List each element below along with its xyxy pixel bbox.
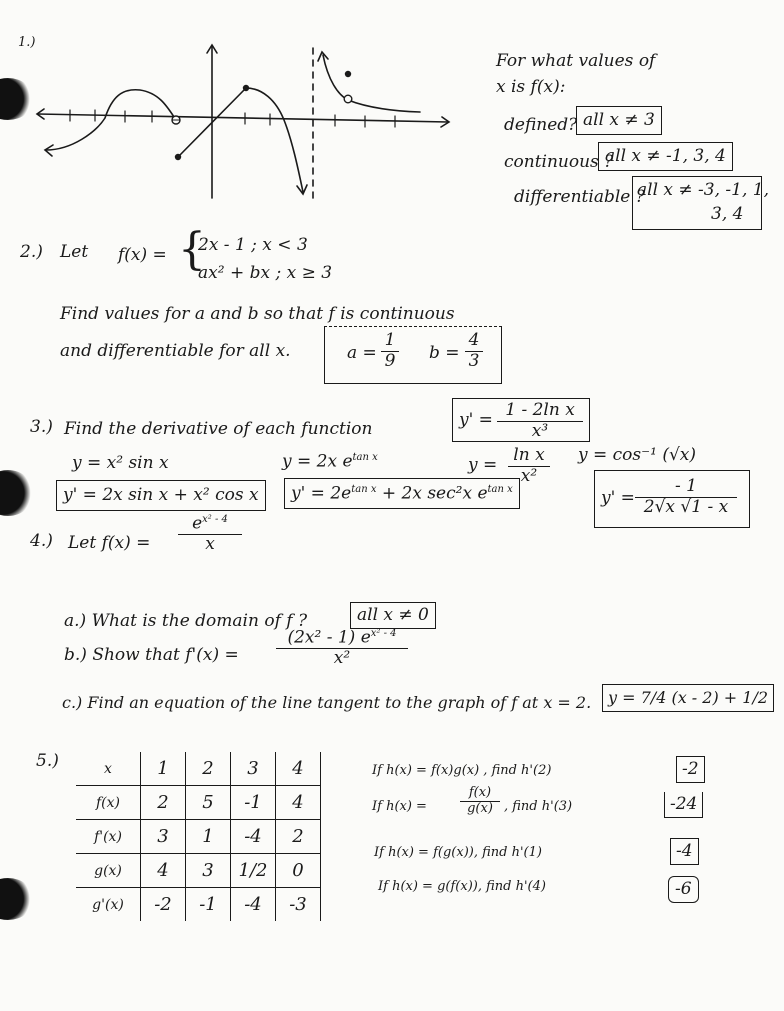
part-b-question: b.) Show that f'(x) = xyxy=(64,645,239,665)
part-b-fraction xyxy=(276,628,408,669)
continuous-label: continuous ? xyxy=(504,152,614,172)
problem-2-line2: and differentiable for all x. xyxy=(60,341,291,361)
part-b-numerator xyxy=(276,628,408,649)
problem-5-q2-rhs: , find h'(3) xyxy=(504,799,573,814)
f4-answer-box xyxy=(594,470,750,528)
b-numerator: 4 xyxy=(465,331,483,352)
f3-answer-fraction xyxy=(497,401,583,441)
problem-5-q2-numerator: f(x) xyxy=(460,786,500,802)
f3-answer-numerator: 1 - 2ln x xyxy=(497,401,583,422)
table-row xyxy=(76,786,321,820)
row-label: x xyxy=(76,752,141,786)
table-cell: 3 xyxy=(186,854,231,888)
part-c-question: c.) Find an equation of the line tangent to the graph of f at x = 2. xyxy=(62,693,592,712)
problem-4-fraction xyxy=(178,514,242,555)
problem-2-let: Let xyxy=(60,242,89,262)
table-cell: -2 xyxy=(141,888,186,922)
problem-2-fx: f(x) = xyxy=(118,245,167,265)
f2-answer-base: y' = 2e xyxy=(291,483,352,504)
f2-answer-exponent-2: tan x xyxy=(487,484,513,495)
a-numerator: 1 xyxy=(381,331,399,352)
problem-2-line1: Find values for a and b so that f is continuous xyxy=(60,304,455,324)
f3-numerator: ln x xyxy=(508,446,550,467)
problem-5-number: 5.) xyxy=(36,751,59,771)
table-row xyxy=(76,888,321,922)
problem-4-numerator xyxy=(178,514,242,535)
f3-lhs: y = xyxy=(468,455,498,475)
table-cell: 1 xyxy=(186,820,231,854)
table-cell: 2 xyxy=(276,820,321,854)
problem-4-number: 4.) xyxy=(30,531,53,551)
problem-5-q1-answer: -2 xyxy=(676,756,705,783)
table-cell: 1 xyxy=(141,752,186,786)
f2-answer-box xyxy=(284,478,520,509)
table-cell: -4 xyxy=(231,888,276,922)
f2-function xyxy=(282,452,378,471)
table-cell: 4 xyxy=(141,854,186,888)
problem-5-q2-denominator: g(x) xyxy=(467,800,493,816)
table-cell: 2 xyxy=(186,752,231,786)
a-label: a = xyxy=(347,343,377,363)
f3-denominator: x² xyxy=(520,465,538,486)
table-cell: 3 xyxy=(231,752,276,786)
f3-answer-lhs: y' = xyxy=(459,410,493,430)
row-label: f'(x) xyxy=(76,820,141,854)
problem-5-q2-lhs: If h(x) = xyxy=(372,799,427,814)
problem-5-q4: If h(x) = g(f(x)), find h'(4) xyxy=(378,879,546,894)
problem-5-q2-fraction xyxy=(460,786,500,817)
function-values-table xyxy=(76,752,321,921)
b-denominator: 3 xyxy=(468,350,480,371)
problem-5-q4-answer: -6 xyxy=(668,876,699,903)
f3-answer-denominator: x³ xyxy=(531,420,549,441)
table-cell: 0 xyxy=(276,854,321,888)
table-cell: 2 xyxy=(141,786,186,820)
part-a-answer-box: all x ≠ 0 xyxy=(350,602,436,629)
f2-answer-mid: + 2x sec²x e xyxy=(381,483,488,504)
continuous-answer-box: all x ≠ -1, 3, 4 xyxy=(598,142,733,171)
problem-3-number: 3.) xyxy=(30,417,53,437)
b-fraction xyxy=(465,331,483,371)
f4-answer-numerator: - 1 xyxy=(635,477,737,498)
table-row xyxy=(76,752,321,786)
table-cell: 1/2 xyxy=(231,854,276,888)
differentiable-answer-line1: all x ≠ -3, -1, 1, xyxy=(637,180,770,200)
problem-5-q3: If h(x) = f(g(x)), find h'(1) xyxy=(374,845,542,860)
problem-1-question-line1: For what values of xyxy=(496,51,656,71)
problem-4-let: Let f(x) = xyxy=(68,533,151,553)
a-denominator: 9 xyxy=(384,350,396,371)
b-label: b = xyxy=(429,343,460,363)
part-b-num-exponent: x² - 4 xyxy=(370,628,397,639)
part-c-answer-box: y = 7/4 (x - 2) + 1/2 xyxy=(602,684,774,712)
a-fraction xyxy=(381,331,399,371)
differentiable-answer-box xyxy=(632,176,770,230)
f4-answer-fraction xyxy=(635,477,737,517)
f1-answer-box: y' = 2x sin x + x² cos x xyxy=(56,480,266,511)
problem-5-q2-answer: -24 xyxy=(664,792,703,818)
f4-answer-lhs: y' = xyxy=(601,488,635,508)
problem-4-num-exponent: x² - 4 xyxy=(202,514,228,525)
problem-2-number: 2.) xyxy=(20,242,43,262)
row-label: g(x) xyxy=(76,854,141,888)
f3-answer-box xyxy=(452,398,590,442)
f1-function: y = x² sin x xyxy=(72,453,169,473)
table-cell: 4 xyxy=(276,752,321,786)
table-cell: -3 xyxy=(276,888,321,922)
row-label: f(x) xyxy=(76,786,141,820)
table-cell: -1 xyxy=(231,786,276,820)
differentiable-answer-line2: 3, 4 xyxy=(711,204,744,224)
problem-1-number: 1.) xyxy=(18,35,36,50)
problem-5-q1: If h(x) = f(x)g(x) , find h'(2) xyxy=(372,763,552,778)
f2-answer-exponent-1: tan x xyxy=(351,484,377,495)
table-cell: 5 xyxy=(186,786,231,820)
piecewise-brace: { xyxy=(178,224,206,275)
table-cell: 4 xyxy=(276,786,321,820)
ab-answer-box xyxy=(324,326,502,384)
f2-base: y = 2x e xyxy=(282,451,353,472)
problem-4-num-base: e xyxy=(192,513,203,534)
table-cell: 3 xyxy=(141,820,186,854)
problem-5-q3-answer: -4 xyxy=(670,838,699,865)
piecewise-case-1: 2x - 1 ; x < 3 xyxy=(198,235,308,255)
row-label: g'(x) xyxy=(76,888,141,922)
f4-function: y = cos⁻¹ (√x) xyxy=(578,445,697,465)
problem-1-question-line2: x is f(x): xyxy=(496,77,566,97)
problem-3-prompt: Find the derivative of each function xyxy=(64,419,373,439)
part-b-num-base: (2x² - 1) e xyxy=(287,627,371,648)
f4-answer-denominator: 2√x √1 - x xyxy=(643,496,729,517)
table-cell: -4 xyxy=(231,820,276,854)
table-row xyxy=(76,820,321,854)
problem-4-denominator: x xyxy=(205,534,215,555)
table-cell: -1 xyxy=(186,888,231,922)
f2-exponent: tan x xyxy=(352,452,378,463)
piecewise-case-2: ax² + bx ; x ≥ 3 xyxy=(198,263,333,283)
differentiable-label: differentiable ? xyxy=(514,187,645,207)
defined-label: defined? xyxy=(504,115,578,135)
defined-answer-box: all x ≠ 3 xyxy=(576,106,662,135)
part-b-denominator: x² xyxy=(333,648,351,669)
table-row xyxy=(76,854,321,888)
part-a-question: a.) What is the domain of f ? xyxy=(64,611,308,631)
